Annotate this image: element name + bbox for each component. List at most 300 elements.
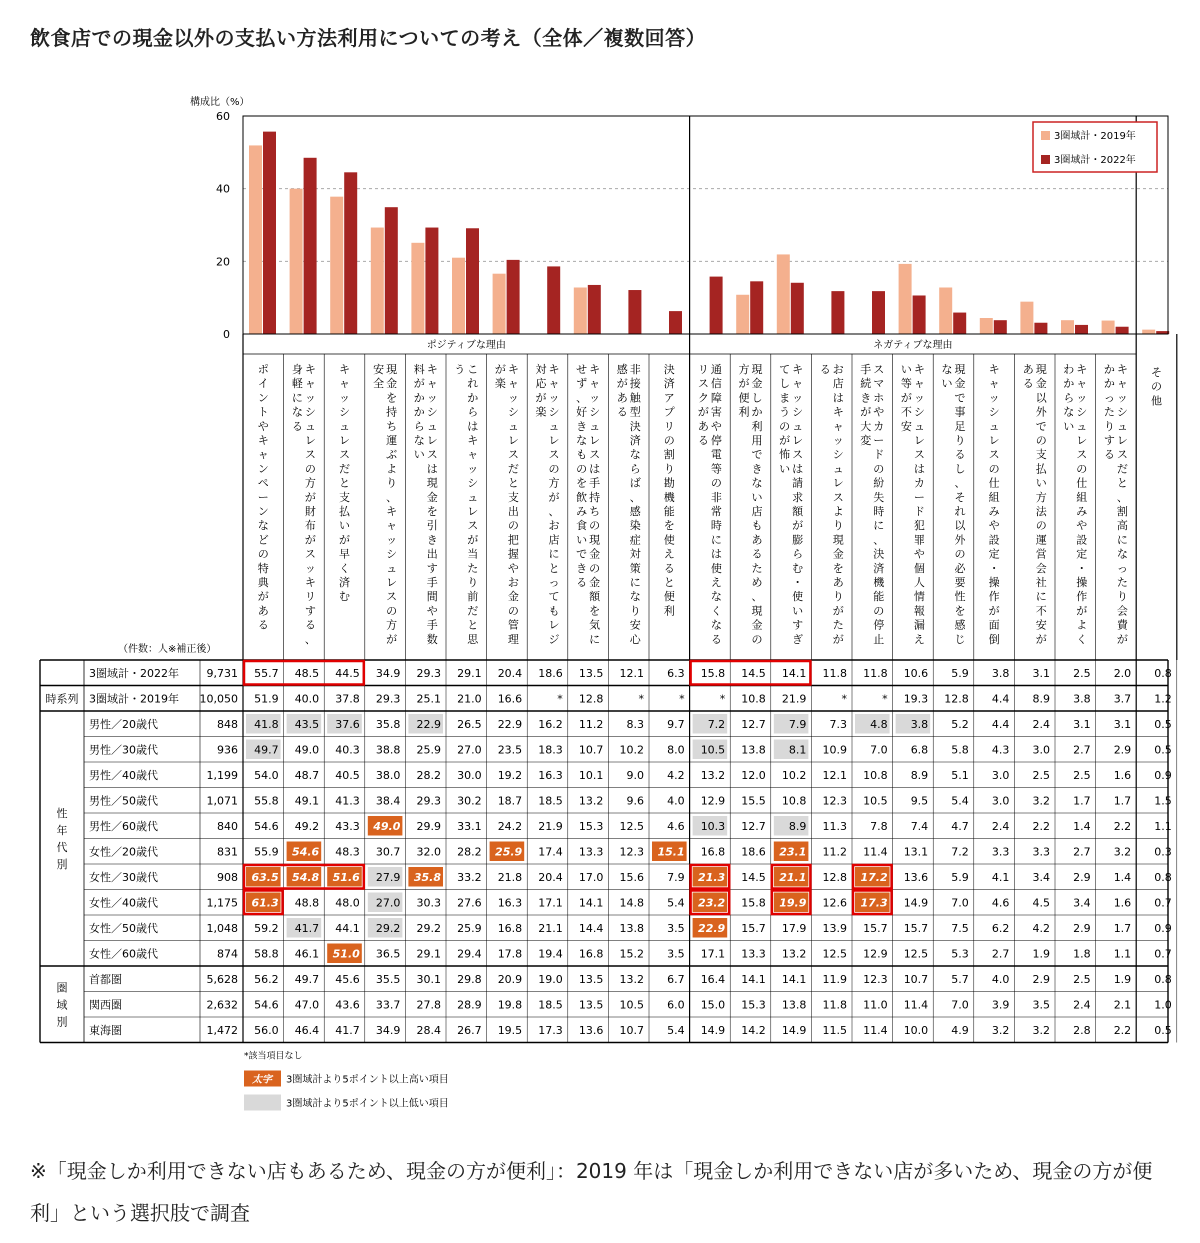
cell-value: 12.7 [741,819,766,833]
cell-value: 20.9 [497,972,523,986]
cell-value: 1.9 [1032,947,1050,961]
category-label: スマホやカードの紛失時に、決済機能の停止 [873,363,885,646]
cell-value: 1.2 [1154,692,1172,706]
data-table [40,660,1177,1043]
cell-value: 4.3 [991,743,1010,757]
row-label: 女性／40歳代 [89,896,158,910]
cell-value: 1.7 [1113,921,1132,935]
cell-value: 29.2 [375,921,401,935]
cell-value: 3.5 [1032,998,1050,1012]
cell-value: 55.9 [254,845,279,859]
cell-value: 1.9 [1113,972,1132,986]
cell-value: 3.4 [1032,870,1050,884]
cell-value: 54.6 [292,845,320,859]
cell-value: 7.8 [870,819,888,833]
cell-value: 5.3 [951,947,969,961]
cell-value: 29.9 [416,819,441,833]
category-label: キャッシュレスだと支払いが早く済む [339,363,350,604]
cell-value: 2.9 [1113,743,1132,757]
cell-value: 13.5 [578,972,604,986]
cell-value: 14.1 [578,896,604,910]
category-label: かかったりする [1103,363,1115,462]
cell-value: 28.2 [416,768,441,782]
row-count: 1,048 [206,921,238,935]
cell-value: 0.9 [1154,921,1172,935]
cell-value: 23.5 [497,743,523,757]
cell-value: 29.8 [457,972,482,986]
cell-value: 11.2 [822,845,847,859]
cell-value: 12.1 [619,666,644,680]
cell-value: 15.3 [741,998,766,1012]
cell-value: 56.0 [254,1023,279,1037]
bar [1116,327,1129,334]
category-label: ない [941,363,953,391]
cell-value: 1.7 [1073,794,1091,808]
cell-value: 11.0 [863,998,888,1012]
cell-value: 34.9 [375,1023,401,1037]
cell-value: 9.7 [667,717,685,731]
cell-value: 16.6 [497,692,523,706]
row-label: 東海圏 [89,1023,122,1037]
cell-value: 3.3 [991,845,1010,859]
cell-value: 37.8 [335,692,360,706]
cell-value: 58.8 [254,947,279,961]
category-label: 感がある [616,363,628,419]
cell-value: 3.7 [1113,692,1132,706]
cell-value: 2.5 [1073,972,1091,986]
cell-value: 2.0 [1113,666,1132,680]
cell-value: 46.1 [294,947,320,961]
bar [425,228,438,334]
cell-value: 13.2 [781,947,807,961]
y-tick-label: 60 [216,110,230,123]
bar [371,228,384,334]
cell-value: 49.7 [294,972,320,986]
bar [913,295,926,334]
cell-value: 13.8 [741,743,766,757]
cell-value: 23.2 [698,896,726,910]
cell-value: 21.1 [779,870,807,884]
cell-value: 21.9 [781,692,807,706]
cell-value: 7.0 [870,743,888,757]
cell-value: 49.1 [294,794,320,808]
cell-value: 44.1 [335,921,360,935]
cell-value: 5.9 [951,870,969,884]
bar [750,281,763,334]
category-label: 対応が楽 [535,363,547,419]
cell-value: 15.8 [741,896,766,910]
bar [344,172,357,334]
cell-value: 47.0 [294,998,320,1012]
cell-value: 27.6 [457,896,482,910]
cell-value: 14.1 [741,972,766,986]
cell-value: * [841,692,847,706]
cell-value: 16.4 [700,972,726,986]
row-count: 936 [217,743,238,757]
cell-value: 15.7 [741,921,766,935]
cell-value: 5.7 [951,972,969,986]
cell-value: 15.1 [657,845,685,859]
cell-value: 1.4 [1113,870,1132,884]
cell-value: 3.1 [1032,666,1050,680]
cell-value: 17.3 [538,1023,563,1037]
category-label: が楽 [494,363,506,391]
cell-value: 17.2 [860,870,888,884]
cell-value: 3.2 [1032,1023,1050,1037]
cell-value: 30.0 [457,768,482,782]
cell-value: 16.3 [538,768,563,782]
bar [736,295,749,334]
cell-value: 35.8 [413,870,441,884]
cell-value: 30.1 [416,972,441,986]
cell-value: 7.2 [707,717,726,731]
cell-value: 19.2 [497,768,523,782]
bar [1075,325,1088,334]
cell-value: 40.3 [335,743,360,757]
category-label: キャッシュレスの仕組みや設定・操作がよく [1076,363,1088,646]
cell-value: 4.6 [991,896,1010,910]
cell-value: 2.9 [1032,972,1050,986]
cell-value: 17.9 [781,921,807,935]
category-label: 通信障害や停電等の非常時には使えなくなる [710,363,722,646]
cell-value: 48.3 [335,845,360,859]
cell-value: 2.4 [1032,717,1050,731]
cell-value: 0.7 [1154,896,1172,910]
cell-value: 4.9 [951,1023,969,1037]
cell-value: 55.7 [254,666,279,680]
cell-value: 25.9 [457,921,482,935]
cell-value: 4.0 [991,972,1010,986]
cell-value: 49.0 [294,743,320,757]
cell-value: 34.9 [375,666,401,680]
cell-value: 7.4 [910,819,929,833]
category-label: キャッシュレスだと、割高になったり会費が [1116,363,1128,646]
cell-value: 2.2 [1113,1023,1132,1037]
cell-value: 33.2 [457,870,482,884]
cell-value: 19.3 [903,692,929,706]
cell-value: 3.0 [991,794,1010,808]
row-label: 関西圏 [89,998,122,1012]
cell-value: 22.9 [497,717,523,731]
cell-value: 38.8 [375,743,401,757]
cell-value: 18.7 [497,794,523,808]
bar [899,264,912,334]
row-count: 10,050 [199,692,238,706]
cell-value: 11.4 [903,998,929,1012]
cell-value: 15.0 [700,998,726,1012]
cell-value: 16.8 [578,947,604,961]
page-title: 飲食店での現金以外の支払い方法利用についての考え（全体／複数回答） [30,26,707,50]
row-label: 男性／30歳代 [89,743,158,757]
category-label: キャッシュレスは現金を引き出す手間や手数 [426,363,438,646]
cell-value: 10.7 [903,972,929,986]
cell-value: 2.9 [1073,921,1091,935]
cell-value: 35.5 [375,972,401,986]
group-label-negative: ネガティブな理由 [873,340,953,351]
row-label: 女性／20歳代 [89,845,158,859]
y-tick-label: 40 [216,182,230,196]
cell-value: 30.2 [457,794,482,808]
y-tick-label: 0 [223,328,230,341]
cell-value: 3.1 [1113,717,1132,731]
cell-value: 48.0 [335,896,360,910]
bar [290,189,303,334]
row-label: 3圏域計・2022年 [89,666,179,680]
cell-value: 40.5 [335,768,360,782]
cell-value: 2.5 [1032,768,1050,782]
cell-value: 1.0 [1154,998,1172,1012]
cell-value: 46.4 [294,1023,320,1037]
cell-value: 6.8 [910,743,929,757]
cell-value: 7.0 [951,896,969,910]
cell-value: 9.0 [626,768,644,782]
row-count: 2,632 [206,998,238,1012]
cell-value: 11.4 [863,845,888,859]
cell-value: 7.9 [788,717,807,731]
cell-value: 49.0 [373,819,401,833]
cell-value: 10.6 [903,666,929,680]
cell-value: 4.2 [1032,921,1050,935]
cell-value: 54.6 [254,819,279,833]
bar [452,258,465,334]
cell-value: 61.3 [251,896,279,910]
cell-value: 28.9 [457,998,482,1012]
cell-value: 55.8 [254,794,279,808]
row-label: 男性／20歳代 [89,717,158,731]
cell-value: 3.5 [667,947,685,961]
cell-value: 10.7 [578,743,604,757]
row-count: 831 [217,845,238,859]
cell-value: 19.8 [497,998,523,1012]
cell-value: 12.8 [944,692,969,706]
bar [669,311,682,334]
bar [953,313,966,334]
cell-value: 2.7 [1073,845,1091,859]
cell-value: 15.7 [903,921,929,935]
cell-value: 14.8 [619,896,644,910]
y-tick-label: 20 [216,255,230,269]
cell-value: 12.8 [578,692,604,706]
cell-value: 27.0 [457,743,482,757]
cell-value: 1.5 [1154,794,1172,808]
cell-value: 8.0 [667,743,685,757]
category-label: わからない [1063,363,1075,433]
cell-value: 4.4 [991,717,1010,731]
category-label: 現金以外での支払い方法の運営会社に不安が [1035,363,1047,646]
cell-value: 8.3 [626,717,644,731]
cell-value: 25.1 [416,692,441,706]
cell-value: 27.0 [375,896,401,910]
cell-value: 14.9 [903,896,929,910]
cell-value: 11.3 [822,819,847,833]
cell-value: 12.3 [822,794,847,808]
cell-value: 10.8 [781,794,807,808]
cell-value: 18.5 [538,794,563,808]
cell-value: 28.2 [457,845,482,859]
category-label: キャッシュレスだと支出の把握やお金の管理 [507,363,519,646]
cell-value: * [557,692,563,706]
cell-value: 19.9 [779,896,807,910]
cell-value: 24.2 [497,819,523,833]
cell-value: 7.3 [829,717,847,731]
cell-value: 29.4 [457,947,482,961]
cell-value: 54.6 [254,998,279,1012]
bar [791,283,804,334]
cell-value: 3.8 [991,666,1010,680]
legend-label: 3圏域計・2019年 [1054,131,1136,142]
row-count: 1,071 [206,794,238,808]
row-count: 1,472 [206,1023,238,1037]
cell-value: 38.4 [375,794,401,808]
cell-value: 2.4 [991,819,1010,833]
category-label: ポイントやキャンペーンなどの特典がある [257,363,269,632]
cell-value: 13.6 [578,1023,604,1037]
cell-value: 9.5 [910,794,929,808]
cell-value: 5.4 [951,794,969,808]
cell-value: 16.3 [497,896,523,910]
cell-value: 51.6 [332,870,360,884]
bar [304,158,317,334]
category-label: その他 [1151,366,1162,408]
cell-value: 38.0 [375,768,401,782]
cell-value: 17.0 [578,870,604,884]
cell-value: 10.8 [741,692,766,706]
cell-value: 2.1 [1113,998,1132,1012]
cell-value: 14.5 [741,870,766,884]
cell-value: 13.5 [578,998,604,1012]
cell-value: 4.5 [1032,896,1050,910]
cell-value: 16.2 [538,717,563,731]
cell-value: 10.1 [578,768,604,782]
bar [831,291,844,334]
legend-low-swatch [244,1095,281,1111]
cell-value: 63.5 [251,870,279,884]
cell-value: 13.3 [741,947,766,961]
bar [385,207,398,334]
section-label: 圏域別 [56,981,68,1029]
legend-swatch [1041,131,1050,140]
cell-value: 32.0 [416,845,441,859]
category-label: う [454,363,466,376]
cell-value: 43.6 [335,998,360,1012]
category-label: 手続きが大変 [860,363,872,447]
legend [1033,122,1157,172]
cell-value: 23.1 [779,845,807,859]
bar [507,260,520,334]
cell-value: 36.5 [375,947,401,961]
bar [777,254,790,334]
cell-value: 4.0 [667,794,685,808]
section-label: 時系列 [45,692,79,706]
cell-value: 11.2 [578,717,604,731]
cell-value: 13.9 [822,921,847,935]
cell-value: 12.7 [741,717,766,731]
row-label: 3圏域計・2019年 [89,692,179,706]
cell-value: 20.4 [538,870,563,884]
cell-value: 22.9 [416,717,441,731]
footnote: *該当項目なし [244,1051,303,1062]
cell-value: 21.3 [698,870,726,884]
cell-value: 12.0 [741,768,766,782]
category-label: これからはキャッシュレスが当たり前だと思 [467,363,479,646]
cell-value: 15.3 [578,819,604,833]
bar [980,318,993,334]
row-label: 女性／50歳代 [89,921,158,935]
cell-value: * [882,692,888,706]
cell-value: 48.8 [294,896,320,910]
cell-value: 41.3 [335,794,360,808]
cell-value: 18.6 [538,666,563,680]
cell-value: 16.8 [700,845,726,859]
cell-value: 48.7 [294,768,320,782]
category-label: 料がかからない [413,363,425,462]
cell-value: 5.1 [951,768,969,782]
cell-value: 37.6 [335,717,360,731]
cell-value: 15.7 [863,921,888,935]
cell-value: 17.4 [538,845,563,859]
cell-value: 2.9 [1073,870,1091,884]
cell-value: 49.7 [254,743,279,757]
cell-value: 59.2 [254,921,279,935]
cell-value: 10.5 [863,794,888,808]
cell-value: 8.9 [1032,692,1050,706]
section-label: 性年代別 [56,807,68,871]
cell-value: 29.3 [416,794,441,808]
cell-value: 13.1 [903,845,929,859]
cell-value: 3.8 [1073,692,1091,706]
cell-value: 54.8 [292,870,320,884]
cell-value: 3.9 [991,998,1010,1012]
cell-value: 2.5 [1073,768,1091,782]
cell-value: 0.9 [1154,768,1172,782]
cell-value: 19.4 [538,947,563,961]
cell-value: 12.9 [863,947,888,961]
y-axis-label: 構成比（%） [190,97,250,108]
cell-value: 33.7 [375,998,401,1012]
cell-value: 10.2 [619,743,644,757]
row-count: 908 [217,870,238,884]
row-count: 1,199 [206,768,238,782]
category-label: 決済アプリの割り勘機能を使えると便利 [663,363,675,618]
category-label: 現金で事足りるし、それ以外の必要性を感じ [954,363,966,646]
cell-value: 13.2 [619,972,644,986]
row-label: 男性／40歳代 [89,768,158,782]
cell-value: 12.5 [822,947,847,961]
category-label: 現金しか利用できない店もあるため、現金の [751,363,763,646]
bottom-note: ※「現金しか利用できない店もあるため、現金の方が便利」：2019 年は「現金しか利用できない店が多いため、現金の方が便利」という選択肢で調査 [30,1159,1153,1225]
cell-value: 14.9 [700,1023,726,1037]
cell-value: 18.3 [538,743,563,757]
cell-value: 3.4 [1073,896,1091,910]
cell-value: * [679,692,685,706]
category-label: せず、好きなものを飲み食いできる [576,363,588,589]
bar [411,243,424,334]
cell-value: 3.1 [1073,717,1091,731]
cell-value: 4.7 [951,819,969,833]
cell-value: 0.8 [1154,870,1172,884]
cell-value: 6.0 [667,998,685,1012]
cell-value: 5.8 [951,743,969,757]
cell-value: 11.4 [863,1023,888,1037]
category-label: キャッシュレスの方が、お店にとってもレジ [548,363,560,646]
cell-value: 3.0 [991,768,1010,782]
cell-value: 1.6 [1113,896,1132,910]
cell-value: 29.3 [416,666,441,680]
cell-value: 14.9 [781,1023,807,1037]
group-label-positive: ポジティブな理由 [426,340,506,351]
cell-value: 43.3 [335,819,360,833]
bar [872,291,885,334]
